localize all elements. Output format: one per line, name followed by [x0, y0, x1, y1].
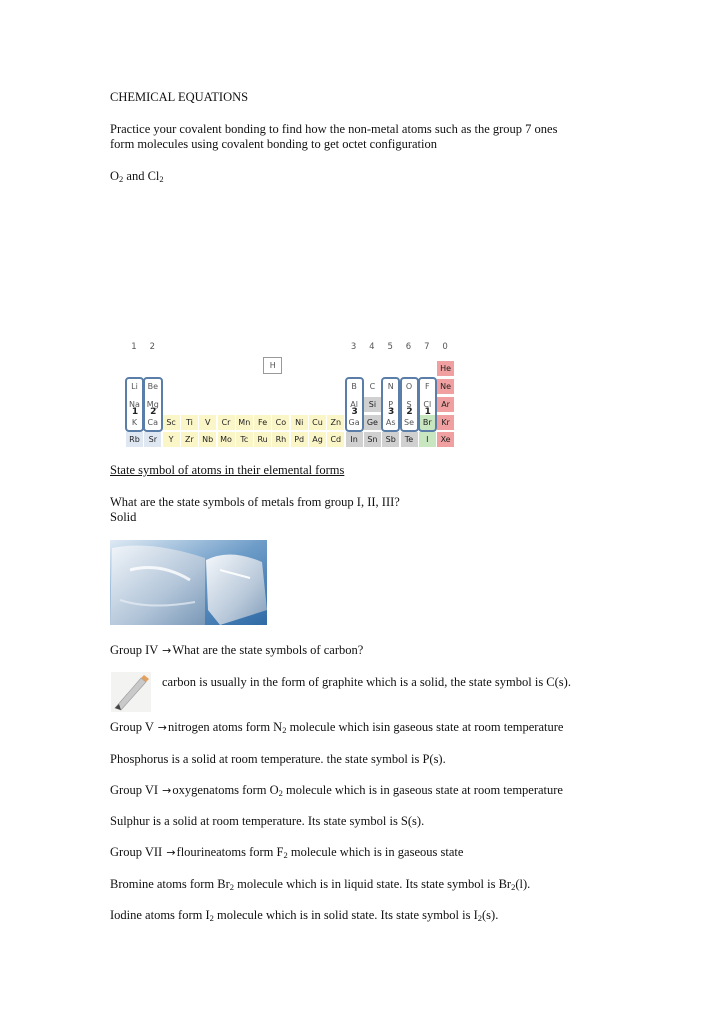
group-vii-line — [110, 845, 463, 860]
valence-electron-count: 2 — [406, 407, 413, 417]
element-Ti: Ti — [181, 415, 198, 430]
element-Be: Be — [147, 382, 158, 391]
element-Ru: Ru — [254, 432, 271, 447]
i2-subscript: 2 — [209, 913, 214, 923]
group-highlight-box — [381, 377, 400, 432]
element-Sr: Sr — [144, 432, 161, 447]
element-Kr: Kr — [437, 415, 454, 430]
metal-photo-svg — [110, 540, 267, 625]
group-v-text-a: nitrogen atoms form N — [167, 720, 283, 734]
group-iv-label: Group IV — [110, 643, 162, 657]
carbon-note: carbon is usually in the form of graphite which is a solid, the state symbol is C(s). — [162, 675, 571, 689]
group-vi-line — [110, 783, 563, 798]
element-Te: Te — [401, 432, 418, 447]
element-Pd: Pd — [291, 432, 308, 447]
element-Xe: Xe — [437, 432, 454, 447]
group-header-4: 4 — [369, 342, 375, 352]
group-header-1: 1 — [131, 342, 137, 352]
element-Rh: Rh — [272, 432, 289, 447]
group-header-2: 2 — [149, 342, 155, 352]
valence-electron-count: 1 — [131, 407, 139, 417]
group-iv-line — [110, 643, 363, 658]
group-vi-label: Group VI — [110, 783, 162, 797]
valence-electron-count: 3 — [388, 407, 395, 417]
group-vi-text-a: oxygenatoms form O — [172, 783, 279, 797]
element-V: V — [199, 415, 216, 430]
element-Fe: Fe — [254, 415, 271, 430]
element-K: K — [131, 418, 138, 427]
element-B: B — [351, 382, 357, 391]
group-header-0: 0 — [442, 342, 448, 352]
o-symbol: O — [110, 169, 120, 183]
iodine-text-b: molecule which is in solid state. Its state symbol is I — [213, 908, 478, 922]
element-Cu: Cu — [309, 415, 326, 430]
group-vii-text-a: flourineatoms form F — [176, 845, 284, 859]
sulphur-line: Sulphur is a solid at room temperature. Its state symbol is S(s). — [110, 814, 425, 828]
group-highlight-box — [345, 377, 364, 432]
group-header-5: 5 — [387, 342, 393, 352]
element-Co: Co — [272, 415, 289, 430]
question-metals: What are the state symbols of metals from group I, II, III? — [110, 495, 400, 509]
element-Nb: Nb — [199, 432, 216, 447]
bromine-text-b: molecule which is in liquid state. Its state symbol is Br — [234, 877, 512, 891]
element-He: He — [437, 361, 454, 376]
element-N: N — [387, 382, 394, 391]
o2-cl2-line — [110, 169, 164, 184]
group-header-6: 6 — [405, 342, 412, 352]
element-Cd: Cd — [327, 432, 344, 447]
iodine-text-c: (s). — [482, 908, 499, 922]
element-O: O — [405, 382, 413, 391]
element-Cr: Cr — [218, 415, 235, 430]
group-highlight-box — [125, 377, 144, 432]
element-F: F — [424, 382, 430, 391]
group-vii-label: Group VII — [110, 845, 166, 859]
br2-subscript: 2 — [229, 882, 235, 892]
element-I: I — [419, 432, 436, 447]
group-v-line — [110, 720, 563, 735]
element-Se: Se — [404, 418, 414, 427]
element-Rb: Rb — [126, 432, 143, 447]
element-Ne: Ne — [437, 379, 454, 394]
iodine-line — [110, 908, 498, 923]
bromine-line — [110, 877, 530, 892]
element-Zn: Zn — [327, 415, 344, 430]
valence-electron-count: 1 — [424, 407, 431, 417]
iodine-text-a: Iodine atoms form I — [110, 908, 210, 922]
n2-subscript: 2 — [282, 725, 287, 735]
element-H: H — [263, 357, 282, 374]
i2-state-subscript: 2 — [477, 913, 482, 923]
element-Al: Al — [350, 400, 358, 409]
group-highlight-box — [143, 377, 162, 432]
element-Ga: Ga — [348, 418, 360, 427]
element-Br: Br — [419, 415, 436, 430]
element-Na: Na — [129, 400, 140, 409]
group-vii-text-b: molecule which is in gaseous state — [287, 845, 464, 859]
o2-subscript: 2 — [278, 788, 283, 798]
group-v-label: Group V — [110, 720, 157, 734]
valence-electron-count: 2 — [150, 407, 157, 417]
element-Mo: Mo — [218, 432, 235, 447]
element-P: P — [388, 400, 394, 409]
doc-title: CHEMICAL EQUATIONS — [110, 90, 249, 104]
element-Ar: Ar — [437, 397, 454, 412]
element-Zr: Zr — [181, 432, 198, 447]
element-Mg: Mg — [146, 400, 159, 409]
cl-subscript: 2 — [159, 174, 164, 184]
arrow-right-icon: → — [162, 784, 172, 797]
state-symbol-heading: State symbol of atoms in their elemental forms — [110, 463, 345, 477]
bromine-text-a: Bromine atoms form Br — [110, 877, 230, 891]
element-Sb: Sb — [382, 432, 399, 447]
answer-metals: Solid — [110, 510, 137, 524]
element-Ni: Ni — [291, 415, 308, 430]
element-Sn: Sn — [364, 432, 381, 447]
f2-subscript: 2 — [283, 850, 288, 860]
element-Sc: Sc — [163, 415, 180, 430]
intro-line-2: form molecules using covalent bonding to get octet configuration — [110, 137, 438, 151]
o-subscript: 2 — [119, 174, 124, 184]
bromine-text-c: (l). — [515, 877, 531, 891]
element-Y: Y — [163, 432, 180, 447]
phosphorus-line: Phosphorus is a solid at room temperature. the state symbol is P(s). — [110, 752, 446, 766]
arrow-right-icon: → — [162, 644, 172, 657]
group-header-7: 7 — [424, 342, 430, 352]
element-Cl: Cl — [423, 400, 432, 409]
intro-line-1: Practice your covalent bonding to find how the non-metal atoms such as the group 7 ones — [110, 122, 558, 136]
element-S: S — [406, 400, 412, 409]
arrow-right-icon: → — [157, 721, 167, 734]
and-cl: and Cl — [123, 169, 160, 183]
valence-electron-count: 3 — [351, 407, 358, 417]
element-Li: Li — [131, 382, 138, 391]
element-Ag: Ag — [309, 432, 326, 447]
group-vi-text-b: molecule which is in gaseous state at room temperature — [282, 783, 563, 797]
element-C: C — [369, 382, 376, 391]
group-highlight-box — [418, 377, 437, 432]
arrow-right-icon: → — [166, 846, 176, 859]
element-Si: Si — [364, 397, 381, 412]
pencil-note-icon — [111, 672, 151, 712]
group-v-text-b: molecule which isin gaseous state at room temperature — [286, 720, 564, 734]
group-header-3: 3 — [350, 342, 357, 352]
periodic-table-figure — [124, 337, 458, 449]
element-Ca: Ca — [147, 418, 159, 427]
br2-state-subscript: 2 — [511, 882, 516, 892]
element-Tc: Tc — [236, 432, 253, 447]
element-Mn: Mn — [236, 415, 253, 430]
element-As: As — [385, 418, 396, 427]
group-iv-question: What are the state symbols of carbon? — [172, 643, 364, 657]
group-highlight-box — [400, 377, 419, 432]
element-In: In — [346, 432, 363, 447]
element-Ge: Ge — [364, 415, 381, 430]
metal-samples-photo — [110, 540, 267, 625]
